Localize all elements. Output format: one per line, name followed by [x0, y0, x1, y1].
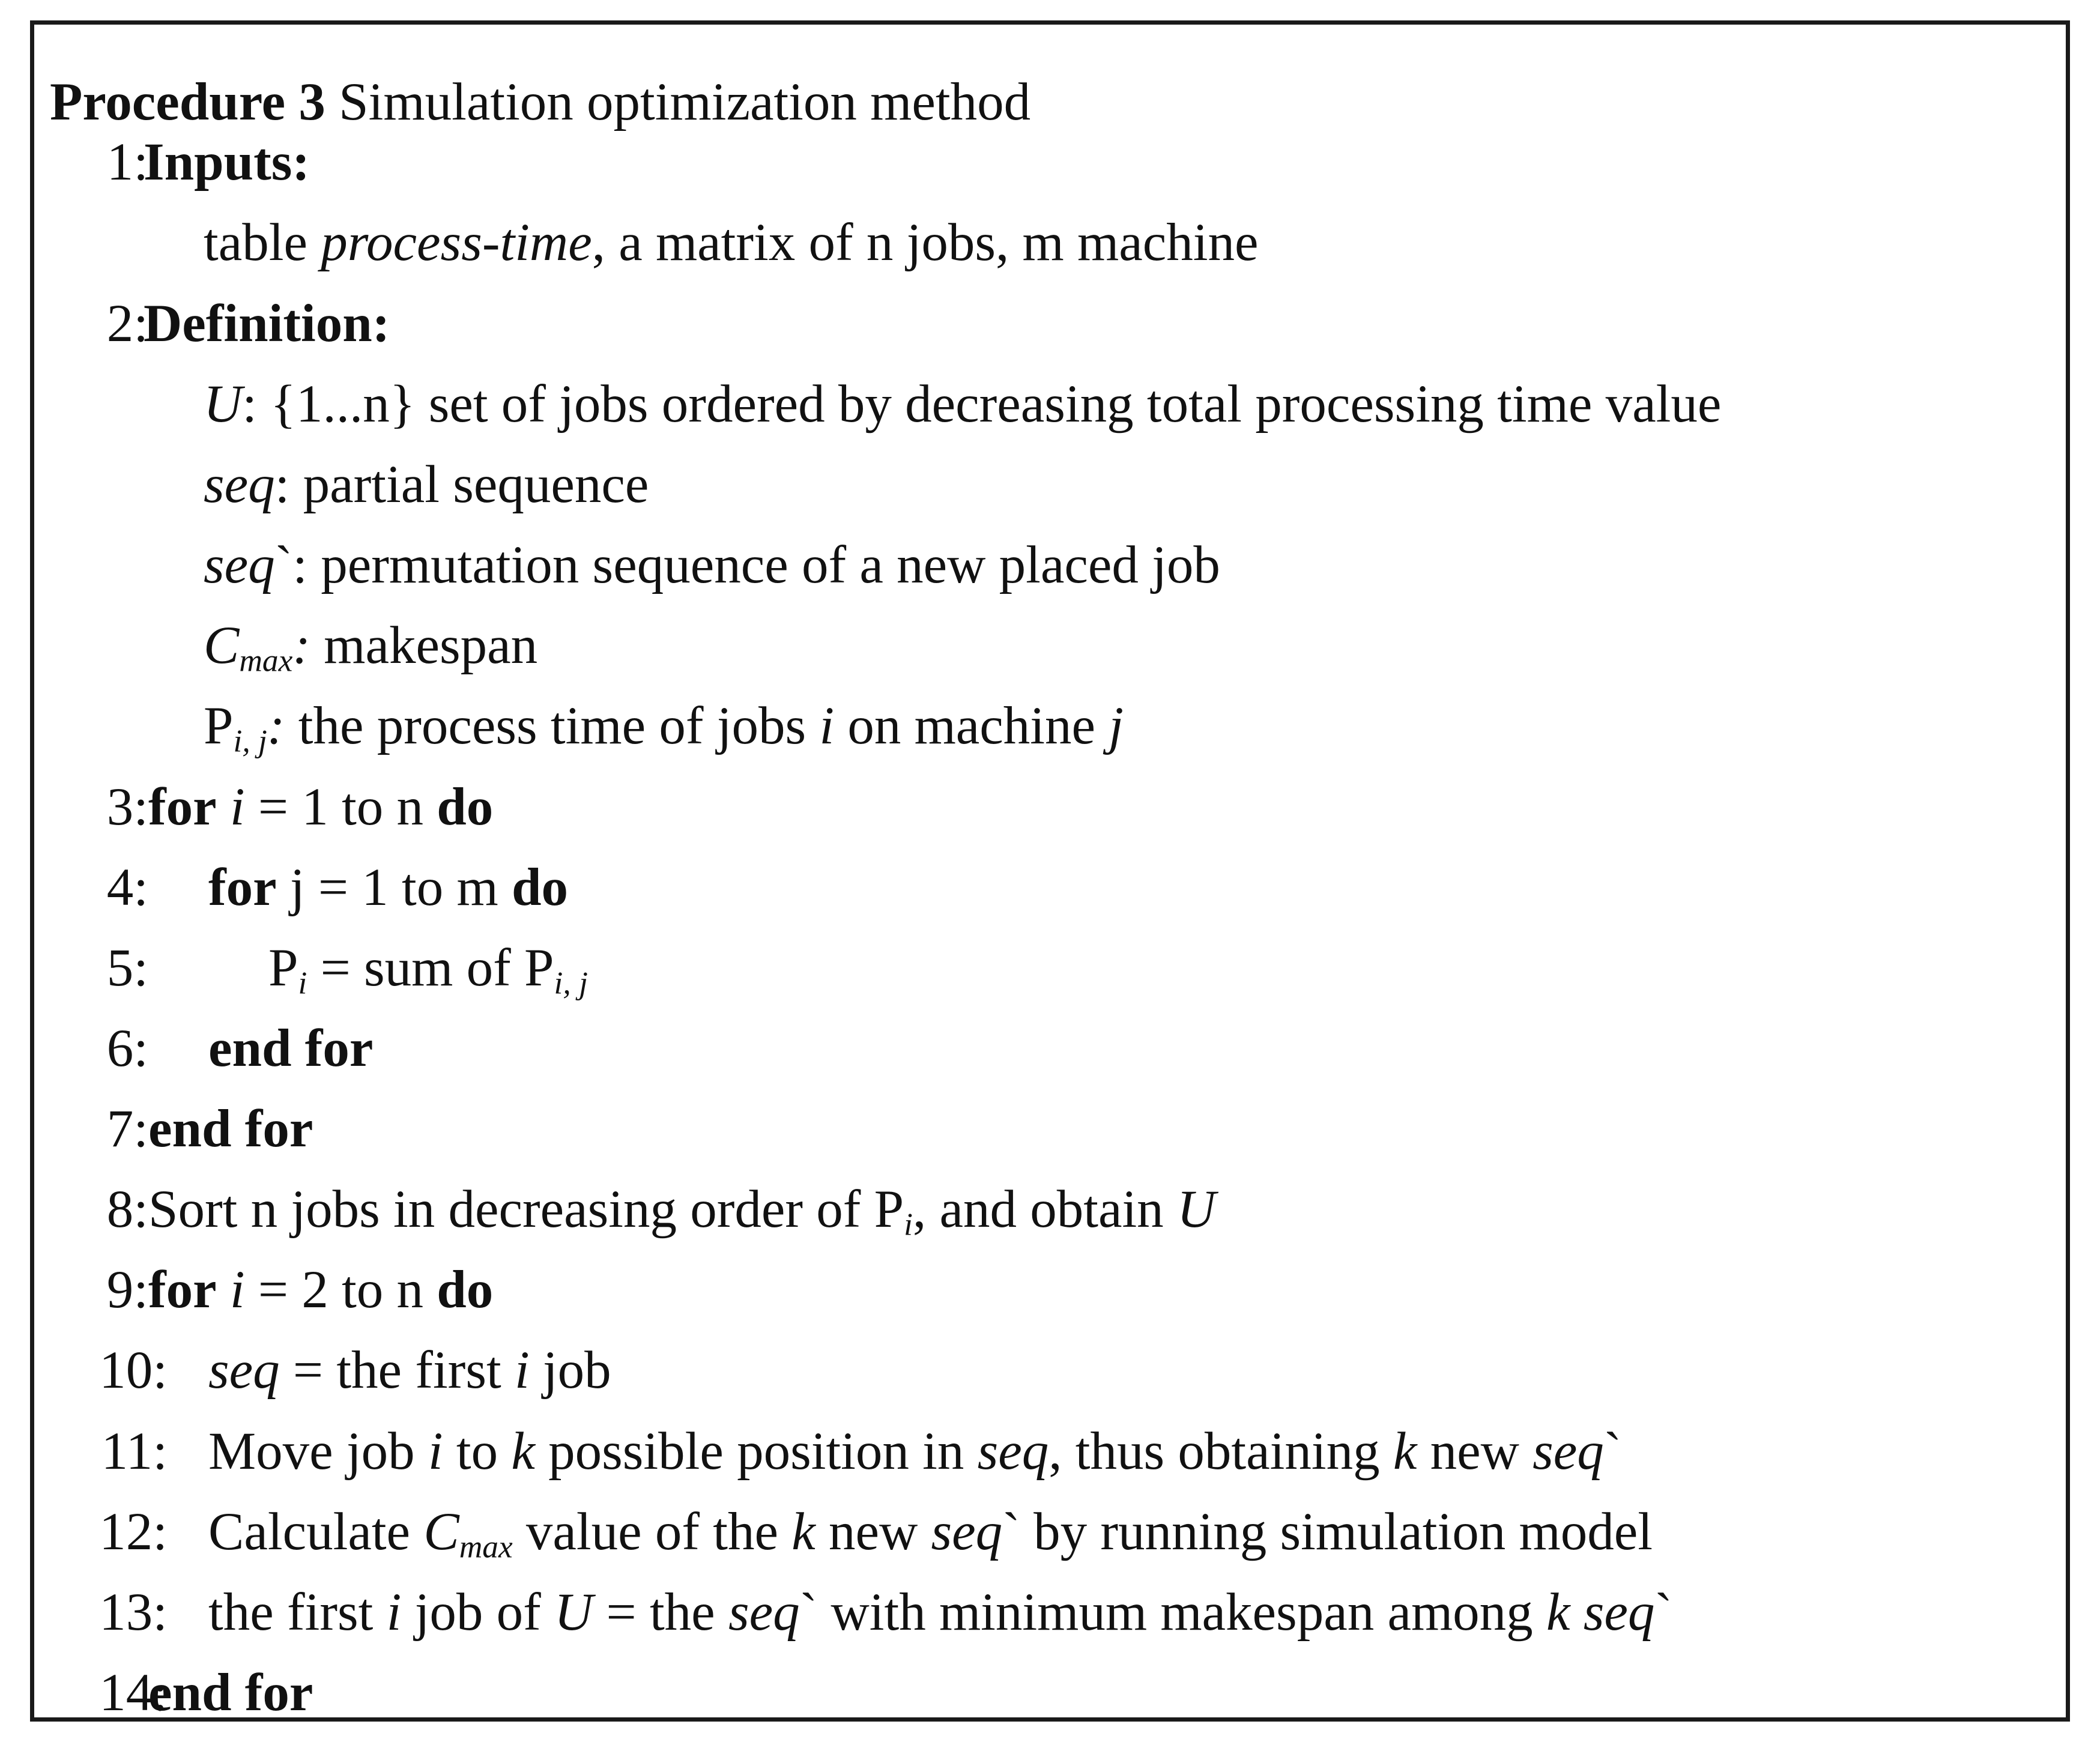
text-run: the process time of jobs — [285, 697, 820, 755]
text-run: Calculate — [208, 1502, 424, 1561]
text-run: = the first — [279, 1341, 515, 1400]
italic-symbol: i — [229, 778, 245, 836]
line-text — [208, 1008, 373, 1089]
text-run: = sum of P — [307, 939, 554, 997]
line-number: 9: — [106, 1260, 148, 1319]
keyword: for — [148, 778, 217, 836]
italic-symbol: k — [791, 1502, 815, 1561]
keyword: for — [148, 1260, 217, 1319]
text-run: new — [815, 1502, 931, 1561]
text-run: value of the — [512, 1502, 792, 1561]
italic-symbol: C — [204, 616, 240, 675]
italic-symbol: j — [1109, 697, 1124, 755]
line-number: 14: — [99, 1663, 168, 1722]
subscript: i — [904, 1206, 913, 1242]
line-text — [144, 122, 310, 202]
italic-symbol: i — [514, 1341, 530, 1400]
italic-symbol: process-time — [321, 213, 592, 272]
line-text — [204, 444, 649, 525]
keyword: do — [437, 778, 494, 836]
text-run: , thus obtaining — [1048, 1422, 1393, 1481]
italic-symbol: k — [1393, 1422, 1417, 1481]
line-number: 6: — [106, 1019, 148, 1078]
line-text — [208, 1492, 1653, 1572]
text-run: table — [204, 213, 321, 272]
line-text — [268, 928, 588, 1008]
italic-symbol: i — [428, 1422, 443, 1481]
text-run: possible position in — [534, 1422, 978, 1481]
line-text — [204, 525, 1220, 605]
keyword: do — [512, 858, 569, 917]
line-text — [208, 1572, 1672, 1653]
line-number: 11: — [101, 1422, 168, 1481]
italic-symbol: seq — [208, 1341, 280, 1400]
line-text — [208, 847, 568, 928]
line-text — [148, 1089, 313, 1169]
line-text — [208, 1330, 611, 1411]
italic-symbol: seq — [1533, 1422, 1604, 1481]
text-run: : partial sequence — [274, 455, 649, 514]
text-run: on machine — [834, 697, 1109, 755]
text-run: to — [443, 1422, 512, 1481]
line-number: 12: — [99, 1502, 168, 1561]
line-text — [148, 1169, 1215, 1250]
text-run: P — [268, 939, 298, 997]
keyword: end for — [148, 1099, 313, 1158]
text-run — [217, 1260, 230, 1319]
text-run: ` by running simulation model — [1002, 1502, 1653, 1561]
line-number: 13: — [99, 1583, 168, 1642]
text-run: = the — [593, 1583, 728, 1642]
text-run — [217, 778, 230, 836]
italic-symbol: i — [386, 1583, 402, 1642]
line-number: 1: — [106, 133, 148, 192]
procedure-label: Procedure 3 — [50, 73, 325, 132]
keyword: Inputs: — [144, 133, 310, 192]
text-run: P — [204, 697, 234, 755]
subscript: i, j — [233, 722, 267, 759]
text-run: new — [1417, 1422, 1533, 1481]
italic-symbol: seq — [728, 1583, 800, 1642]
keyword: Definition: — [144, 294, 390, 353]
italic-symbol: U — [554, 1583, 593, 1642]
line-number: 4: — [106, 858, 148, 917]
keyword: end for — [208, 1019, 374, 1078]
text-run: , a matrix of n jobs, m machine — [592, 213, 1259, 272]
italic-symbol: i — [819, 697, 835, 755]
line-text — [204, 686, 1124, 766]
text-run: job of — [401, 1583, 554, 1642]
italic-symbol: : — [292, 616, 310, 675]
text-run: = 2 to n — [244, 1260, 437, 1319]
italic-symbol: k — [511, 1422, 535, 1481]
text-run: ` — [1654, 1583, 1672, 1642]
line-text — [204, 202, 1258, 283]
text-run: = 1 to n — [244, 778, 437, 836]
italic-symbol: U — [204, 375, 243, 434]
line-text — [208, 1411, 1621, 1492]
line-text — [148, 1653, 313, 1733]
text-run: ` — [1603, 1422, 1622, 1481]
text-run: job — [529, 1341, 611, 1400]
text-run: Move job — [208, 1422, 428, 1481]
text-run: Sort n jobs in decreasing order of P — [148, 1180, 904, 1239]
italic-symbol: seq — [1583, 1583, 1655, 1642]
italic-symbol: k — [1546, 1583, 1570, 1642]
italic-symbol: seq — [204, 536, 275, 594]
subscript: max — [239, 642, 293, 679]
subscript: max — [459, 1528, 513, 1565]
subscript: i, j — [554, 964, 588, 1001]
italic-symbol: seq — [931, 1502, 1003, 1561]
italic-symbol: i — [229, 1260, 245, 1319]
text-run: j = 1 to m — [276, 858, 512, 917]
text-run: : {1...n} set of jobs ordered by decreasing total processing time value — [242, 375, 1722, 434]
procedure-name: Simulation optimization method — [339, 73, 1031, 132]
italic-symbol: U — [1176, 1180, 1216, 1239]
line-text — [144, 283, 390, 364]
keyword: end for — [148, 1663, 313, 1722]
italic-symbol: : — [267, 697, 285, 755]
subscript: i — [298, 964, 307, 1001]
line-number: 3: — [106, 778, 148, 836]
text-run: makespan — [310, 616, 538, 675]
line-number: 10: — [99, 1341, 168, 1400]
italic-symbol: seq — [204, 455, 275, 514]
text-run: `: permutation sequence of a new placed job — [274, 536, 1220, 594]
text-run — [1570, 1583, 1583, 1642]
line-text — [148, 1250, 493, 1330]
line-number: 8: — [106, 1180, 148, 1239]
text-run: the first — [208, 1583, 387, 1642]
line-number: 7: — [106, 1099, 148, 1158]
italic-symbol: seq — [977, 1422, 1049, 1481]
line-text — [204, 364, 1721, 444]
algorithm-box — [30, 20, 2070, 1722]
italic-symbol: C — [423, 1502, 459, 1561]
keyword: for — [208, 858, 277, 917]
line-number: 5: — [106, 939, 148, 997]
text-run: ` with minimum makespan among — [799, 1583, 1546, 1642]
line-text — [148, 767, 493, 847]
text-run: , and obtain — [912, 1180, 1177, 1239]
line-number: 2: — [106, 294, 148, 353]
keyword: do — [437, 1260, 494, 1319]
line-text — [204, 605, 537, 686]
